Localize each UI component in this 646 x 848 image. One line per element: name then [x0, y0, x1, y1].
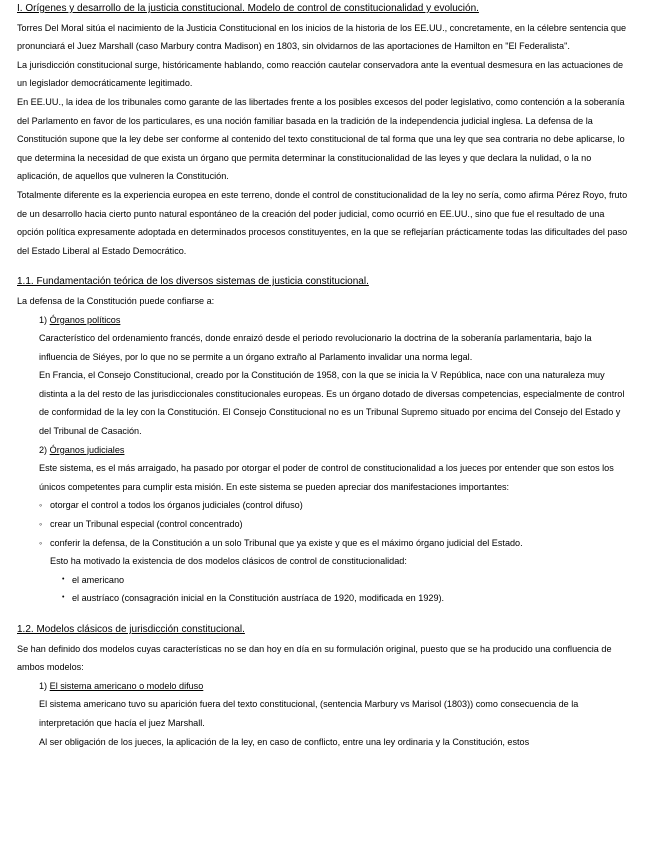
organos-politicos-paragraph-2: En Francia, el Consejo Constitucional, creado por la Constitución de 1958, con la que se inicia la V República, nace con una naturaleza muy distinta a la del resto de las jurisdiccionales constitucionales europeas. Es un órgano dotado de diversas competencias, especialmente de control de conformidad de la ley con la Constitución. El Consejo Constitucional no es un Tribunal Supremo situado por encima del Consejo del Estado y del Tribunal de Casación.	[39, 370, 625, 437]
control-options-list	[17, 496, 632, 552]
list-item: ◦ otorgar el control a todos los órganos judiciales (control difuso)	[17, 496, 632, 515]
item-number: 1)	[39, 680, 48, 691]
item-label: Órganos judiciales	[49, 444, 125, 455]
item-number: 2)	[39, 444, 48, 455]
section-1-1-heading: 1.1. Fundamentación teórica de los diversos sistemas de justicia constitucional.	[17, 276, 369, 288]
document-title: I. Orígenes y desarrollo de la justicia constitucional. Modelo de control de constitucionalidad y evolución.	[17, 3, 479, 14]
intro-paragraph-1: Torres Del Moral sitúa el nacimiento de la Justicia Constitucional en los inicios de la historia de los EE.UU., concretamente, en la célebre sentencia que pronunciará el Juez Marshall (caso Marbury contra Madison) en 1803, sin olvidarnos de las aportaciones de Hamilton en "El Federalista".	[17, 22, 627, 52]
item-number: 1)	[39, 314, 48, 325]
intro-paragraph-3: En EE.UU., la idea de los tribunales como garante de las libertades frente a los posibles excesos del poder legislativo, como contención a la soberanía del Parlamento en favor de los particulares, es una noción familiar basada en la tradición de la independencia judicial inglesa. La defensa de la Constitución supone que la ley debe ser conforme al contenido del texto constitucional de tal forma que una ley que sea contraria no debe aplicarse, lo que determina la necesidad de que exista un órgano que permita determinar la constitucionalidad de las leyes y que declara la nulidad, o la no aplicación, de aquellos que vulneren la Constitución.	[17, 96, 625, 182]
intro-paragraph-2: La jurisdicción constitucional surge, históricamente hablando, como reacción cautelar conservadora ante la eventual desmesura en las actuaciones de un legislador democráticamente legitimado.	[17, 59, 624, 89]
list-item: ◦ conferir la defensa, de la Constitución a un solo Tribunal que ya existe y que es el máximo órgano judicial del Estado.	[17, 534, 632, 553]
item-label: Órganos políticos	[49, 314, 121, 325]
list-item: • el americano	[17, 571, 632, 590]
sistema-americano-paragraph-2: Al ser obligación de los jueces, la aplicación de la ley, en caso de conflicto, entre una ley ordinaria y la Constitución, estos	[39, 736, 530, 747]
list-item: • el austríaco (consagración inicial en la Constitución austríaca de 1920, modificada en 1929).	[17, 589, 632, 608]
organos-politicos-paragraph-1: Característico del ordenamiento francés, donde enraizó desde el periodo revolucionario la doctrina de la soberanía parlamentaria, bajo la influencia de Siéyes, por lo que no se permite a un órgano extraño al Parlamento invalidar una norma legal.	[39, 333, 592, 362]
item-label: El sistema americano o modelo difuso	[49, 680, 204, 691]
section-1-1-lead: La defensa de la Constitución puede confiarse a:	[17, 295, 215, 306]
section-1-2-heading: 1.2. Modelos clásicos de jurisdicción constitucional.	[17, 624, 245, 635]
organos-judiciales-paragraph: Este sistema, es el más arraigado, ha pasado por otorgar el poder de control de constitucionalidad a los jueces por entender que son estos los únicos competentes para cumplir esta misión. En este sistema se pueden apreciar dos manifestaciones importantes:	[39, 463, 614, 492]
item-sistema-americano	[17, 677, 632, 696]
intro-paragraph-4: Totalmente diferente es la experiencia europea en este terreno, donde el control de constitucionalidad de la ley no sería, como afirma Pérez Royo, fruto de un desarrollo hacia cierto punto natural espontáneo de la creación del poder judicial, como ocurrió en EE.UU., sino que fue el resultado de una opción política expresamente adoptada en determinados procesos constituyentes, en la que se reflejarían prácticamente todas las dificultades del paso del Estado Liberal al Estado Democrático.	[17, 189, 628, 256]
classic-models-list	[17, 571, 632, 608]
list-continuation: Esto ha motivado la existencia de dos modelos clásicos de control de constitucionalidad:	[50, 556, 407, 567]
sistema-americano-paragraph-1: El sistema americano tuvo su aparición fuera del texto constitucional, (sentencia Marbury vs Marisol (1803)) como consecuencia de la interpretación que hacía el juez Marshall.	[39, 699, 579, 728]
section-1-2-lead: Se han definido dos modelos cuyas características no se dan hoy en día en su formulación original, puesto que se ha producido una confluencia de ambos modelos:	[17, 643, 612, 673]
item-organos-judiciales	[17, 441, 632, 460]
list-item: ◦ crear un Tribunal especial (control concentrado)	[17, 515, 632, 534]
item-organos-politicos	[17, 311, 632, 330]
